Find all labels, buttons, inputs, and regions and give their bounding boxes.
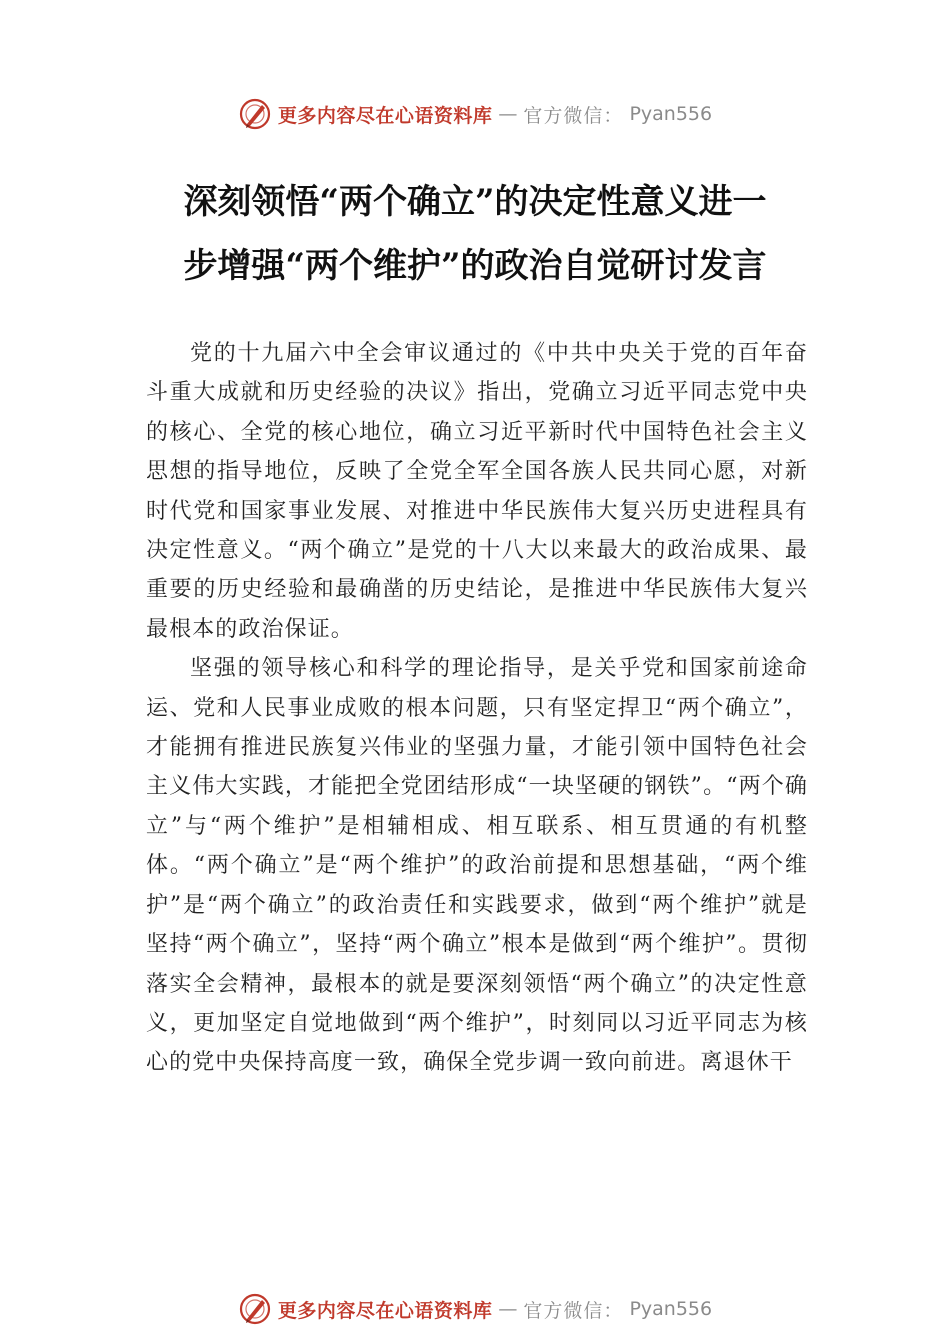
pen-logo-icon <box>238 97 272 131</box>
title-line-2: 步增强“两个维护”的政治自觉研讨发言 <box>183 246 767 286</box>
banner-wechat-label: 官方微信： <box>523 1299 624 1322</box>
banner-separator: — <box>498 1298 518 1320</box>
document-body <box>146 334 808 1083</box>
banner-wechat-id: Pyan556 <box>629 1298 713 1320</box>
banner-wechat-label: 官方微信： <box>523 104 624 127</box>
paragraph-1: 党的十九届六中全会审议通过的《中共中央关于党的百年奋斗重大成就和历史经验的决议》指出，党确立习近平同志党中央的核心、全党的核心地位，确立习近平新时代中国特色社会主义思想的指导地位，反映了全党全军全国各族人民共同心愿，对新时代党和国家事业发展、对推进中华民族伟大复兴历史进程具有决定性意义。“两个确立”是党的十八大以来最大的政治成果、最重要的历史经验和最确凿的历史结论，是推进中华民族伟大复兴最根本的政治保证。 <box>146 341 808 642</box>
title-line-1: 深刻领悟“两个确立”的决定性意义进一 <box>183 182 767 222</box>
banner-wechat-id: Pyan556 <box>629 103 713 125</box>
footer-banner <box>0 1289 950 1329</box>
banner-separator: — <box>498 103 518 125</box>
document-title <box>140 170 810 298</box>
pen-logo-icon <box>238 1292 272 1326</box>
header-banner <box>0 94 950 134</box>
paragraph-2: 坚强的领导核心和科学的理论指导，是关乎党和国家前途命运、党和人民事业成败的根本问题，只有坚定捍卫“两个确立”，才能拥有推进民族复兴伟业的坚强力量，才能引领中国特色社会主义伟大实践，才能把全党团结形成“一块坚硬的钢铁”。“两个确立”与“两个维护”是相辅相成、相互联系、相互贯通的有机整体。“两个确立”是“两个维护”的政治前提和思想基础，“两个维护”是“两个确立”的政治责任和实践要求，做到“两个维护”就是坚持“两个确立”，坚持“两个确立”根本是做到“两个维护”。贯彻落实全会精神，最根本的就是要深刻领悟“两个确立”的决定性意义，更加坚定自觉地做到“两个维护”，时刻同以习近平同志为核心的党中央保持高度一致，确保全党步调一致向前进。离退休干 <box>146 656 808 1076</box>
banner-text: 更多内容尽在心语资料库 <box>277 104 493 127</box>
banner-text: 更多内容尽在心语资料库 <box>277 1299 493 1322</box>
